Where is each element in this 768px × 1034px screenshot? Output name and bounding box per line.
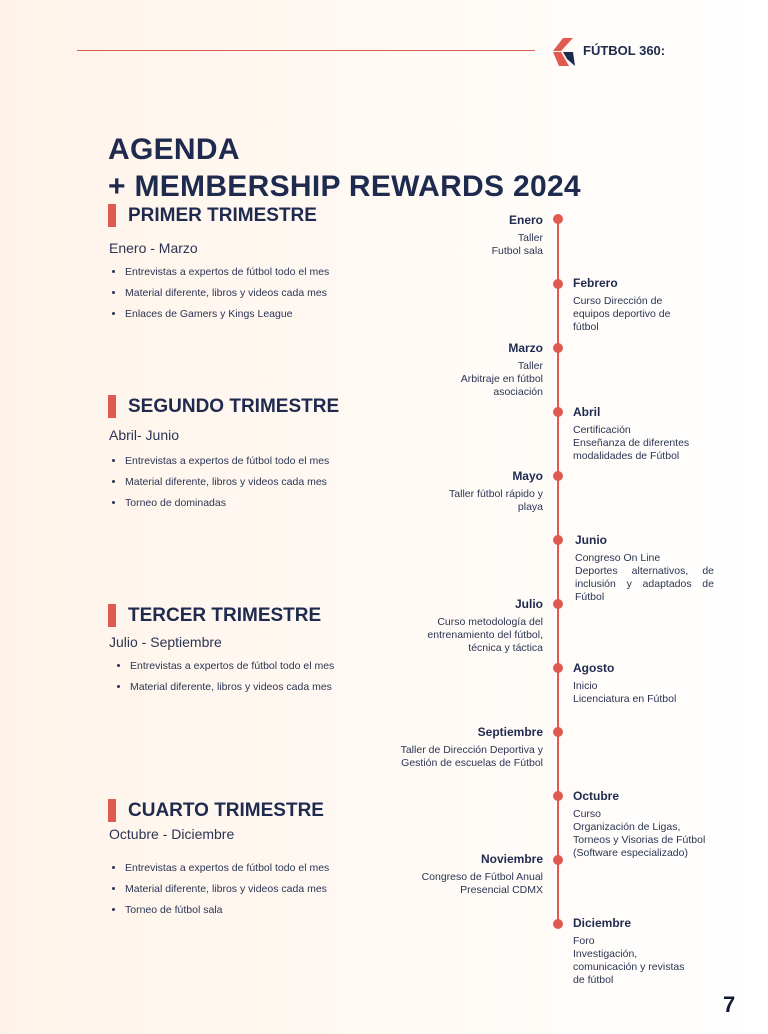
- event-description: Taller Futbol sala: [491, 232, 543, 257]
- event-description: Inicio Licenciatura en Fútbol: [573, 680, 677, 705]
- timeline-event-noviembre: [422, 853, 543, 897]
- timeline-event-julio: [427, 598, 543, 655]
- event-month: Octubre: [573, 789, 620, 803]
- timeline-event-febrero: [573, 277, 671, 334]
- event-description: Taller de Dirección Deportiva y Gestión de escuelas de Fútbol: [400, 744, 543, 769]
- timeline-event-junio: [575, 534, 714, 604]
- timeline-event-septiembre: [401, 726, 543, 770]
- timeline-event-abril: [573, 406, 689, 463]
- quarter-4-list: [109, 861, 329, 924]
- event-month: Febrero: [573, 276, 618, 290]
- brand-name: FÚTBOL 360:: [583, 43, 666, 58]
- event-month: Abril: [573, 405, 601, 419]
- event-description: Congreso de Fútbol Anual Presencial CDMX: [421, 871, 543, 896]
- quarter-3-range: Julio - Septiembre: [109, 634, 222, 650]
- quarter-3-list: [114, 659, 334, 701]
- timeline-event-enero: [492, 214, 543, 258]
- event-month: Noviembre: [480, 852, 543, 866]
- list-item: • Entrevistas a expertos de fútbol todo el mes: [125, 265, 329, 286]
- list-item: • Material diferente, libros y videos cada mes: [130, 680, 334, 701]
- event-description-line: Fútbol: [575, 591, 605, 603]
- event-description: Curso Organización de Ligas, Torneos y Visorias de Fútbol (Software especializado): [573, 808, 706, 859]
- list-item: • Entrevistas a expertos de fútbol todo el mes: [125, 454, 329, 475]
- quarter-accent-bar: [108, 204, 116, 227]
- timeline-dot: [553, 407, 563, 417]
- event-description: Certificación Enseñanza de diferentes modalidades de Fútbol: [573, 424, 690, 462]
- event-description-line: inclusión y adaptados de: [575, 578, 714, 590]
- event-description: Foro Investigación, comunicación y revistas de fútbol: [573, 935, 685, 986]
- timeline-dot: [553, 343, 563, 353]
- quarter-title: SEGUNDO TRIMESTRE: [128, 395, 340, 417]
- page-title-line-2: + MEMBERSHIP REWARDS 2024: [108, 170, 581, 203]
- list-item: • Material diferente, libros y videos cada mes: [125, 475, 329, 496]
- list-item: • Material diferente, libros y videos cada mes: [125, 882, 329, 903]
- event-description-line: Deportes alternativos, de: [575, 565, 714, 577]
- event-month: Marzo: [508, 341, 543, 355]
- quarter-title: PRIMER TRIMESTRE: [128, 204, 317, 226]
- quarter-2-range: Abril- Junio: [109, 427, 180, 443]
- event-month: Agosto: [573, 661, 615, 675]
- event-description: Curso metodología del entrenamiento del fútbol, técnica y táctica: [427, 616, 543, 654]
- list-item: • Torneo de dominadas: [125, 496, 329, 517]
- timeline-event-octubre: [573, 790, 705, 860]
- quarter-1-list: [109, 265, 329, 328]
- timeline-event-agosto: [573, 662, 676, 706]
- list-item: • Torneo de fútbol sala: [125, 903, 329, 924]
- event-description: Curso Dirección de equipos deportivo de fútbol: [573, 295, 671, 333]
- event-month: Mayo: [512, 469, 543, 483]
- quarter-2-list: [109, 454, 329, 517]
- header-rule: [77, 50, 535, 51]
- quarter-accent-bar: [108, 395, 116, 418]
- quarter-accent-bar: [108, 604, 116, 627]
- event-description-line: Congreso On Line: [575, 552, 661, 564]
- quarter-1-heading: [108, 204, 317, 227]
- list-item: • Enlaces de Gamers y Kings League: [125, 307, 329, 328]
- event-description: Taller Arbitraje en fútbol asociación: [460, 360, 543, 398]
- page-number: 7: [723, 992, 736, 1017]
- timeline-dot: [553, 663, 563, 673]
- quarter-4-heading: [108, 799, 324, 822]
- quarter-2-heading: [108, 395, 339, 418]
- quarter-title: TERCER TRIMESTRE: [128, 604, 322, 626]
- list-item: • Entrevistas a expertos de fútbol todo el mes: [125, 861, 329, 882]
- timeline-event-mayo: [449, 470, 543, 514]
- timeline-dot: [553, 919, 563, 929]
- timeline-dot: [553, 791, 563, 801]
- event-month: Septiembre: [477, 725, 543, 739]
- event-month: Julio: [514, 597, 543, 611]
- event-month: Enero: [508, 213, 543, 227]
- timeline-dot: [553, 855, 563, 865]
- page-title-line-1: AGENDA: [108, 133, 240, 166]
- timeline-dot: [553, 535, 563, 545]
- quarter-4-range: Octubre - Diciembre: [109, 826, 235, 842]
- timeline-dot: [553, 599, 563, 609]
- quarter-3-heading: [108, 604, 321, 627]
- timeline-line: [557, 219, 559, 924]
- event-description: [575, 552, 714, 604]
- timeline-dot: [553, 471, 563, 481]
- event-month: Junio: [575, 533, 607, 547]
- quarter-accent-bar: [108, 799, 116, 822]
- event-month: Diciembre: [573, 916, 632, 930]
- quarter-title: CUARTO TRIMESTRE: [128, 799, 324, 821]
- brand-logo-icon: [549, 37, 577, 67]
- event-description: Taller fútbol rápido y playa: [449, 488, 543, 513]
- timeline-dot: [553, 279, 563, 289]
- timeline-dot: [553, 214, 563, 224]
- timeline-dot: [553, 727, 563, 737]
- list-item: • Entrevistas a expertos de fútbol todo el mes: [130, 659, 334, 680]
- quarter-1-range: Enero - Marzo: [109, 240, 198, 256]
- timeline-event-diciembre: [573, 917, 684, 987]
- list-item: • Material diferente, libros y videos cada mes: [125, 286, 329, 307]
- timeline-event-marzo: [461, 342, 543, 399]
